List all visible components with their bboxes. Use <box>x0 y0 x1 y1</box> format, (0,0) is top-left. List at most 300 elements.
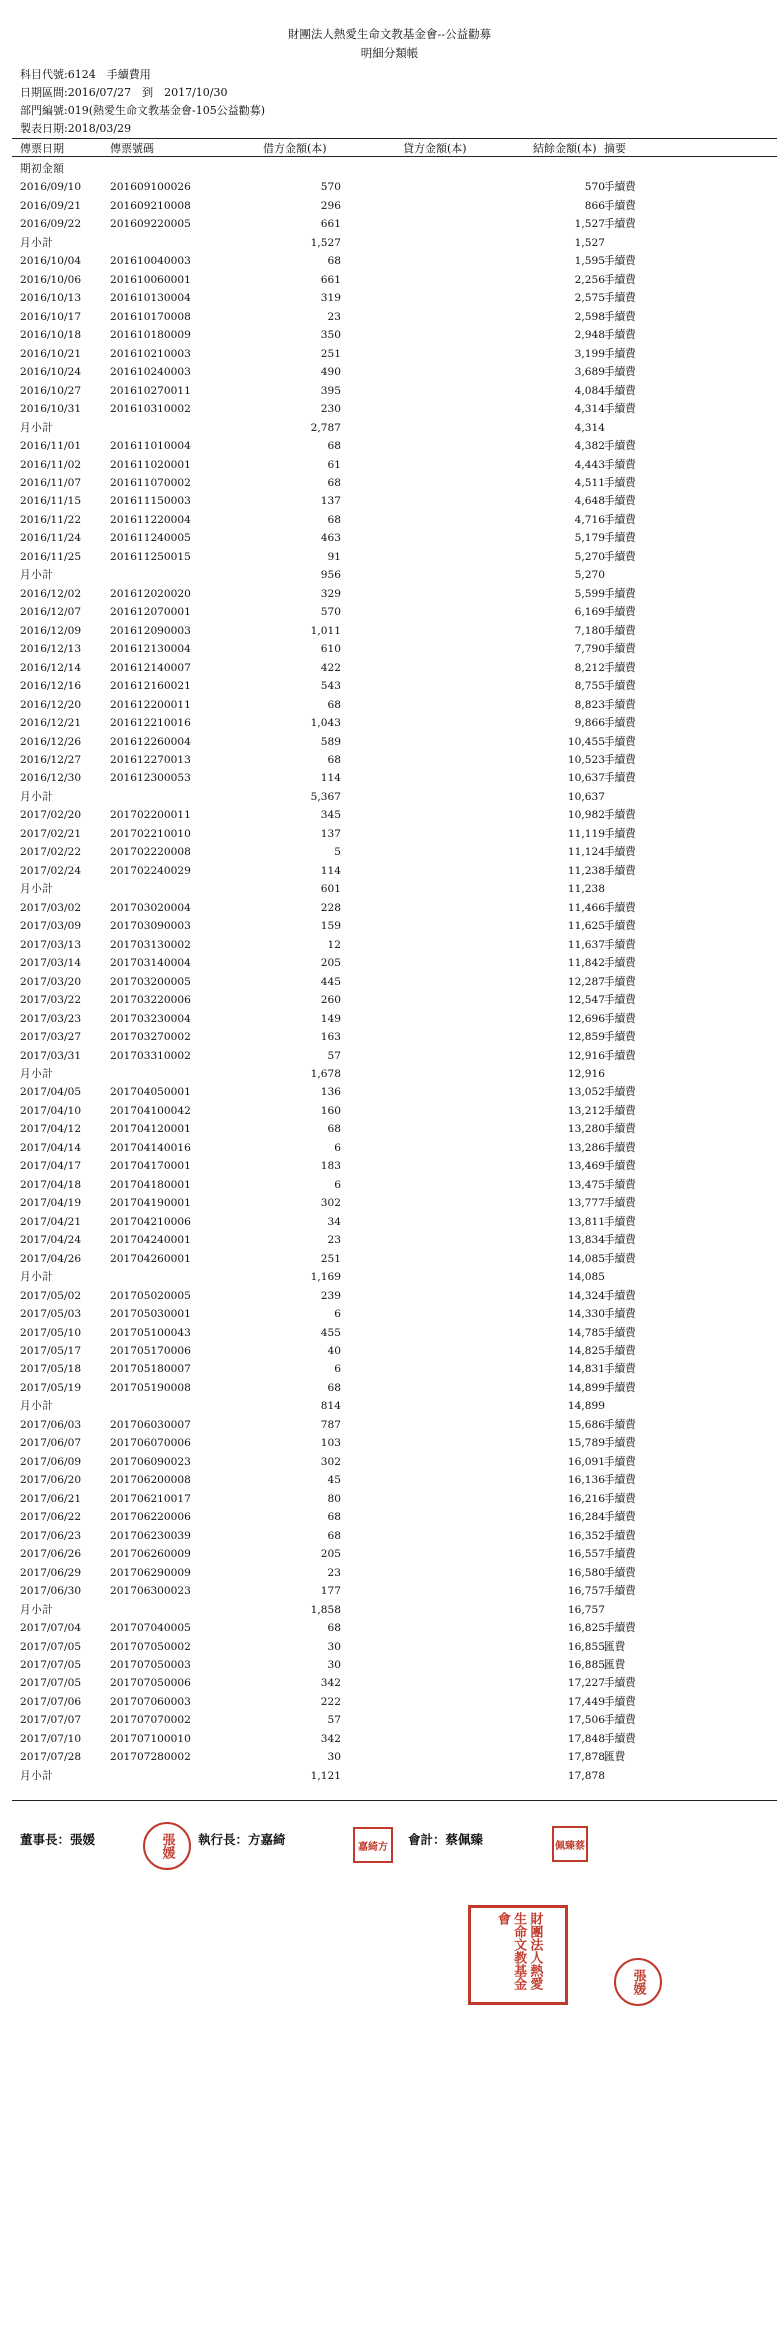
cell-balance: 9,866 <box>574 717 605 730</box>
table-row <box>0 659 779 677</box>
cell-date: 2017/02/21 <box>20 827 82 840</box>
cell-balance: 11,238 <box>567 883 605 896</box>
cell-debit: 2,787 <box>310 421 341 434</box>
cell-debit: 68 <box>327 698 341 711</box>
cell-voucher-no: 201707050003 <box>110 1658 191 1671</box>
chairman-signature: 董事長：張媛 <box>20 1832 96 1847</box>
cell-date: 2017/06/29 <box>20 1566 82 1579</box>
cell-voucher-no: 201702240029 <box>110 864 191 877</box>
cell-voucher-no: 201702220008 <box>110 846 191 859</box>
table-row <box>0 492 779 510</box>
cell-voucher-no: 201612160021 <box>110 680 191 693</box>
cell-voucher-no: 201610240003 <box>110 366 191 379</box>
cell-memo: 手續費 <box>604 1086 636 1099</box>
subtotal-row <box>0 880 779 898</box>
cell-debit: 260 <box>320 994 341 1007</box>
cell-voucher-no: 201705030001 <box>110 1308 191 1321</box>
cell-balance: 11,842 <box>567 957 605 970</box>
cell-voucher-no: 201610040003 <box>110 255 191 268</box>
cell-balance: 14,899 <box>567 1400 605 1413</box>
cell-voucher-no: 201610060001 <box>110 273 191 286</box>
cell-debit: 34 <box>327 1215 341 1228</box>
cell-date: 2017/07/05 <box>20 1640 82 1653</box>
table-row <box>0 640 779 658</box>
cell-debit: 45 <box>327 1474 341 1487</box>
cell-memo: 手續費 <box>604 476 636 489</box>
cell-memo: 手續費 <box>604 717 636 730</box>
cell-debit: 570 <box>320 606 341 619</box>
cell-voucher-no: 201704120001 <box>110 1123 191 1136</box>
cell-balance: 8,212 <box>574 661 605 674</box>
table-row <box>0 825 779 843</box>
cell-debit: 1,858 <box>310 1603 341 1616</box>
cell-balance: 12,916 <box>567 1067 605 1080</box>
cell-memo: 手續費 <box>604 1289 636 1302</box>
cell-date: 2017/06/21 <box>20 1492 82 1505</box>
cell-balance: 4,084 <box>574 384 605 397</box>
cell-balance: 10,455 <box>567 735 605 748</box>
cell-balance: 4,443 <box>574 458 605 471</box>
cell-balance: 16,216 <box>567 1492 605 1505</box>
cell-debit: 149 <box>320 1012 341 1025</box>
cell-debit: 68 <box>327 1511 341 1524</box>
cell-voucher-no: 201610310002 <box>110 403 191 416</box>
cell-voucher-no: 201706290009 <box>110 1566 191 1579</box>
cell-voucher-no: 201707070002 <box>110 1714 191 1727</box>
cell-date: 月小計 <box>20 569 54 582</box>
cell-memo: 手續費 <box>604 1566 636 1579</box>
table-row <box>0 585 779 603</box>
cell-debit: 239 <box>320 1289 341 1302</box>
cell-debit: 445 <box>320 975 341 988</box>
table-row <box>0 1508 779 1526</box>
cell-balance: 12,859 <box>567 1031 605 1044</box>
table-row <box>0 1674 779 1692</box>
cell-balance: 16,352 <box>567 1529 605 1542</box>
foundation-seal: 財團法人熱愛生命文教基金會 <box>468 1905 568 2005</box>
cell-debit: 30 <box>327 1658 341 1671</box>
table-row <box>0 936 779 954</box>
cell-debit: 68 <box>327 1529 341 1542</box>
cell-date: 2016/09/10 <box>20 181 82 194</box>
cell-date: 2016/12/14 <box>20 661 82 674</box>
cell-date: 月小計 <box>20 236 54 249</box>
cell-date: 2017/04/26 <box>20 1252 82 1265</box>
cell-voucher-no: 201704170001 <box>110 1160 191 1173</box>
cell-date: 2017/03/14 <box>20 957 82 970</box>
cell-voucher-no: 201612300053 <box>110 772 191 785</box>
cell-voucher-no: 201612140007 <box>110 661 191 674</box>
cell-balance: 14,085 <box>567 1271 605 1284</box>
cell-debit: 183 <box>320 1160 341 1173</box>
cell-debit: 114 <box>320 864 341 877</box>
cell-voucher-no: 201705190008 <box>110 1381 191 1394</box>
cell-balance: 10,637 <box>567 790 605 803</box>
cell-memo: 手續費 <box>604 1049 636 1062</box>
accountant-seal: 佩臻蔡 <box>552 1826 588 1862</box>
cell-debit: 455 <box>320 1326 341 1339</box>
cell-voucher-no: 201706210017 <box>110 1492 191 1505</box>
cell-debit: 661 <box>320 218 341 231</box>
table-row <box>0 769 779 787</box>
cell-debit: 68 <box>327 1381 341 1394</box>
cell-date: 2017/06/09 <box>20 1455 82 1468</box>
subtotal-row <box>0 566 779 584</box>
cell-balance: 3,689 <box>574 366 605 379</box>
cell-date: 2017/04/12 <box>20 1123 82 1136</box>
cell-voucher-no: 201702210010 <box>110 827 191 840</box>
cell-date: 2016/11/01 <box>20 440 82 453</box>
cell-balance: 14,324 <box>567 1289 605 1302</box>
cell-voucher-no: 201704210006 <box>110 1215 191 1228</box>
foundation-small-seal: 張媛 <box>614 1958 662 2006</box>
cell-voucher-no: 201609210008 <box>110 199 191 212</box>
cell-date: 2017/03/23 <box>20 1012 82 1025</box>
cell-voucher-no: 201703270002 <box>110 1031 191 1044</box>
cell-balance: 1,527 <box>574 218 605 231</box>
print-date-line: 製表日期:2018/03/29 <box>20 122 132 135</box>
cell-memo: 手續費 <box>604 1548 636 1561</box>
cell-date: 月小計 <box>20 1067 54 1080</box>
cell-balance: 5,270 <box>574 569 605 582</box>
table-row <box>0 954 779 972</box>
cell-date: 2016/12/27 <box>20 754 82 766</box>
cell-date: 2017/04/19 <box>20 1197 82 1210</box>
subtotal-row <box>0 788 779 806</box>
cell-voucher-no: 201612270013 <box>110 754 191 766</box>
cell-date: 2016/12/30 <box>20 772 82 785</box>
table-row <box>0 1102 779 1120</box>
cell-date: 2017/04/14 <box>20 1141 82 1154</box>
cell-date: 2017/03/02 <box>20 901 82 914</box>
cell-memo: 手續費 <box>604 1123 636 1136</box>
cell-balance: 4,511 <box>574 476 605 489</box>
cell-voucher-no: 201703220006 <box>110 994 191 1007</box>
cell-debit: 1,527 <box>310 236 341 249</box>
table-row <box>0 1305 779 1323</box>
cell-balance: 14,330 <box>567 1308 605 1321</box>
col-debit-header: 借方金額(本) <box>263 142 327 155</box>
cell-debit: 23 <box>327 1566 341 1579</box>
cell-balance: 17,848 <box>567 1732 605 1745</box>
cell-debit: 68 <box>327 1123 341 1136</box>
ceo-signature: 執行長：方嘉綺 <box>198 1832 286 1847</box>
cell-memo: 手續費 <box>604 661 636 674</box>
table-row <box>0 1157 779 1175</box>
table-row <box>0 677 779 695</box>
table-row <box>0 991 779 1009</box>
table-row <box>0 511 779 529</box>
cell-date: 2016/09/21 <box>20 199 82 212</box>
org-title: 財團法人熱愛生命文教基金會--公益勸募 <box>287 27 492 41</box>
cell-date: 2016/10/17 <box>20 310 82 323</box>
ceo-seal: 嘉綺方 <box>353 1827 393 1863</box>
cell-balance: 1,595 <box>574 255 605 268</box>
cell-balance: 2,598 <box>574 310 605 323</box>
cell-balance: 12,916 <box>567 1049 605 1062</box>
cell-memo: 手續費 <box>604 1252 636 1265</box>
cell-debit: 6 <box>334 1178 341 1191</box>
cell-voucher-no: 201609220005 <box>110 218 191 231</box>
cell-memo: 手續費 <box>604 754 636 766</box>
cell-date: 月小計 <box>20 1769 54 1782</box>
table-row <box>0 1047 779 1065</box>
dept-line: 部門編號:019(熱愛生命文教基金會-105公益勸募) <box>20 104 265 117</box>
cell-balance: 16,091 <box>567 1455 605 1468</box>
cell-debit: 137 <box>320 827 341 840</box>
cell-voucher-no: 201707050002 <box>110 1640 191 1653</box>
table-row <box>0 1730 779 1748</box>
cell-balance: 16,136 <box>567 1474 605 1487</box>
cell-date: 2017/04/05 <box>20 1086 82 1099</box>
cell-debit: 136 <box>320 1086 341 1099</box>
cell-date: 2016/10/06 <box>20 273 82 286</box>
chairman-seal: 張媛 <box>143 1822 191 1870</box>
cell-memo: 手續費 <box>604 1326 636 1339</box>
cell-balance: 14,899 <box>567 1381 605 1394</box>
col-credit-header: 貸方金額(本) <box>403 142 467 155</box>
cell-debit: 543 <box>320 680 341 693</box>
cell-debit: 342 <box>320 1677 341 1690</box>
cell-date: 2016/12/21 <box>20 717 82 730</box>
cell-balance: 13,834 <box>567 1234 605 1247</box>
cell-date: 2017/03/31 <box>20 1049 82 1062</box>
cell-balance: 16,825 <box>567 1622 605 1635</box>
cell-memo: 手續費 <box>604 550 636 563</box>
cell-debit: 302 <box>320 1197 341 1210</box>
subtotal-row <box>0 1601 779 1619</box>
cell-balance: 17,227 <box>567 1677 605 1690</box>
cell-date: 2017/04/17 <box>20 1160 82 1173</box>
table-row <box>0 1360 779 1378</box>
cell-balance: 10,523 <box>567 754 605 766</box>
table-row <box>0 843 779 861</box>
cell-balance: 17,449 <box>567 1695 605 1708</box>
table-row <box>0 696 779 714</box>
cell-balance: 11,238 <box>567 864 605 877</box>
cell-voucher-no: 201612130004 <box>110 643 191 656</box>
cell-date: 2016/12/16 <box>20 680 82 693</box>
cell-voucher-no: 201705180007 <box>110 1363 191 1376</box>
subtotal-row <box>0 1767 779 1785</box>
cell-voucher-no: 201610180009 <box>110 329 191 342</box>
cell-voucher-no: 201612200011 <box>110 698 191 711</box>
cell-debit: 1,121 <box>310 1769 341 1782</box>
cell-date: 2016/12/02 <box>20 587 82 600</box>
cell-debit: 68 <box>327 255 341 268</box>
cell-memo: 手續費 <box>604 347 636 360</box>
cell-memo: 手續費 <box>604 1622 636 1635</box>
cell-voucher-no: 201611150003 <box>110 495 191 508</box>
cell-date: 2016/11/24 <box>20 532 82 545</box>
cell-date: 2017/07/06 <box>20 1695 82 1708</box>
cell-balance: 12,287 <box>567 975 605 988</box>
cell-voucher-no: 201612210016 <box>110 717 191 730</box>
cell-balance: 1,527 <box>574 236 605 249</box>
cell-memo: 手續費 <box>604 366 636 379</box>
cell-debit: 205 <box>320 957 341 970</box>
cell-balance: 13,469 <box>567 1160 605 1173</box>
table-row <box>0 1213 779 1231</box>
cell-memo: 手續費 <box>604 1585 636 1598</box>
cell-debit: 814 <box>320 1400 341 1413</box>
subtotal-row <box>0 419 779 437</box>
cell-debit: 222 <box>320 1695 341 1708</box>
cell-date: 2016/12/07 <box>20 606 82 619</box>
cell-voucher-no: 201704180001 <box>110 1178 191 1191</box>
cell-memo: 手續費 <box>604 1474 636 1487</box>
cell-balance: 4,314 <box>574 421 605 434</box>
cell-voucher-no: 201706090023 <box>110 1455 191 1468</box>
cell-voucher-no: 201611010004 <box>110 440 191 453</box>
cell-voucher-no: 201707040005 <box>110 1622 191 1635</box>
cell-balance: 17,506 <box>567 1714 605 1727</box>
table-row <box>0 289 779 307</box>
cell-debit: 80 <box>327 1492 341 1505</box>
cell-date: 2017/03/20 <box>20 975 82 988</box>
table-row <box>0 751 779 769</box>
cell-balance: 12,547 <box>567 994 605 1007</box>
cell-date: 2017/06/30 <box>20 1585 82 1598</box>
cell-debit: 160 <box>320 1104 341 1117</box>
cell-date: 2017/03/13 <box>20 938 82 951</box>
cell-debit: 1,011 <box>310 624 341 637</box>
cell-date: 2017/04/10 <box>20 1104 82 1117</box>
cell-balance: 11,625 <box>567 920 605 933</box>
table-row <box>0 714 779 732</box>
cell-memo: 手續費 <box>604 1160 636 1173</box>
cell-voucher-no: 201707060003 <box>110 1695 191 1708</box>
cell-date: 2017/05/19 <box>20 1381 82 1394</box>
cell-voucher-no: 201612070001 <box>110 606 191 619</box>
cell-voucher-no: 201610170008 <box>110 310 191 323</box>
table-row <box>0 197 779 215</box>
ledger-table-body <box>0 160 779 1785</box>
cell-balance: 4,314 <box>574 403 605 416</box>
table-row <box>0 456 779 474</box>
cell-date: 月小計 <box>20 883 54 896</box>
cell-debit: 5 <box>334 846 341 859</box>
table-row <box>0 437 779 455</box>
cell-date: 2016/09/22 <box>20 218 82 231</box>
cell-voucher-no: 201703200005 <box>110 975 191 988</box>
cell-debit: 589 <box>320 735 341 748</box>
cell-voucher-no: 201703130002 <box>110 938 191 951</box>
cell-voucher-no: 201707100010 <box>110 1732 191 1745</box>
cell-balance: 13,811 <box>567 1215 605 1228</box>
cell-date: 2016/10/04 <box>20 255 82 268</box>
cell-voucher-no: 201705100043 <box>110 1326 191 1339</box>
cell-date: 2017/02/22 <box>20 846 82 859</box>
cell-balance: 11,124 <box>567 846 605 859</box>
cell-balance: 13,280 <box>567 1123 605 1136</box>
cell-voucher-no: 201706260009 <box>110 1548 191 1561</box>
cell-memo: 手續費 <box>604 1455 636 1468</box>
cell-balance: 11,466 <box>567 901 605 914</box>
cell-date: 2017/06/23 <box>20 1529 82 1542</box>
cell-balance: 16,284 <box>567 1511 605 1524</box>
cell-balance: 7,180 <box>574 624 605 637</box>
cell-memo: 手續費 <box>604 643 636 656</box>
cell-balance: 4,382 <box>574 440 605 453</box>
cell-date: 2017/04/18 <box>20 1178 82 1191</box>
cell-date: 2016/12/20 <box>20 698 82 711</box>
table-row <box>0 1490 779 1508</box>
cell-balance: 16,580 <box>567 1566 605 1579</box>
period-line: 日期區間:2016/07/27 到 2017/10/30 <box>20 86 228 99</box>
cell-memo: 手續費 <box>604 218 636 231</box>
cell-memo: 手續費 <box>604 901 636 914</box>
table-row <box>0 1120 779 1138</box>
cell-debit: 296 <box>320 199 341 212</box>
cell-balance: 5,599 <box>574 587 605 600</box>
cell-date: 2016/10/31 <box>20 403 82 416</box>
cell-date: 2017/06/20 <box>20 1474 82 1487</box>
cell-debit: 137 <box>320 495 341 508</box>
cell-voucher-no: 201704240001 <box>110 1234 191 1247</box>
cell-debit: 12 <box>327 938 341 951</box>
cell-memo: 手續費 <box>604 495 636 508</box>
cell-date: 2017/05/10 <box>20 1326 82 1339</box>
cell-balance: 17,878 <box>567 1769 605 1782</box>
cell-date: 2017/03/27 <box>20 1031 82 1044</box>
cell-date: 2017/03/09 <box>20 920 82 933</box>
table-row <box>0 862 779 880</box>
table-row <box>0 1527 779 1545</box>
cell-memo: 手續費 <box>604 292 636 305</box>
cell-memo: 手續費 <box>604 1234 636 1247</box>
cell-memo: 手續費 <box>604 1363 636 1376</box>
cell-voucher-no: 201610210003 <box>110 347 191 360</box>
cell-voucher-no: 201705170006 <box>110 1345 191 1357</box>
cell-balance: 13,212 <box>567 1104 605 1117</box>
cell-debit: 422 <box>320 661 341 674</box>
cell-debit: 319 <box>320 292 341 305</box>
cell-voucher-no: 201612260004 <box>110 735 191 748</box>
cell-debit: 177 <box>320 1585 341 1598</box>
cell-date: 2017/07/04 <box>20 1622 82 1635</box>
table-row <box>0 1287 779 1305</box>
cell-memo: 手續費 <box>604 1178 636 1191</box>
accountant-signature: 會計：蔡佩臻 <box>408 1832 484 1847</box>
cell-balance: 14,825 <box>567 1345 605 1357</box>
cell-balance: 8,755 <box>574 680 605 693</box>
cell-debit: 787 <box>320 1418 341 1431</box>
cell-voucher-no: 201704050001 <box>110 1086 191 1099</box>
cell-memo: 手續費 <box>604 458 636 471</box>
cell-debit: 570 <box>320 181 341 194</box>
table-row <box>0 1139 779 1157</box>
cell-memo: 手續費 <box>604 827 636 840</box>
cell-memo: 手續費 <box>604 1104 636 1117</box>
cell-balance: 5,270 <box>574 550 605 563</box>
cell-balance: 14,085 <box>567 1252 605 1265</box>
cell-memo: 手續費 <box>604 587 636 600</box>
cell-balance: 14,831 <box>567 1363 605 1376</box>
table-row <box>0 917 779 935</box>
cell-date: 2017/03/22 <box>20 994 82 1007</box>
cell-debit: 23 <box>327 1234 341 1247</box>
cell-voucher-no: 201703090003 <box>110 920 191 933</box>
cell-memo: 手續費 <box>604 532 636 545</box>
cell-debit: 68 <box>327 440 341 453</box>
table-row <box>0 400 779 418</box>
cell-voucher-no: 201706030007 <box>110 1418 191 1431</box>
cell-debit: 463 <box>320 532 341 545</box>
cell-memo: 手續費 <box>604 1732 636 1745</box>
cell-date: 月小計 <box>20 790 54 803</box>
cell-memo: 手續費 <box>604 1511 636 1524</box>
